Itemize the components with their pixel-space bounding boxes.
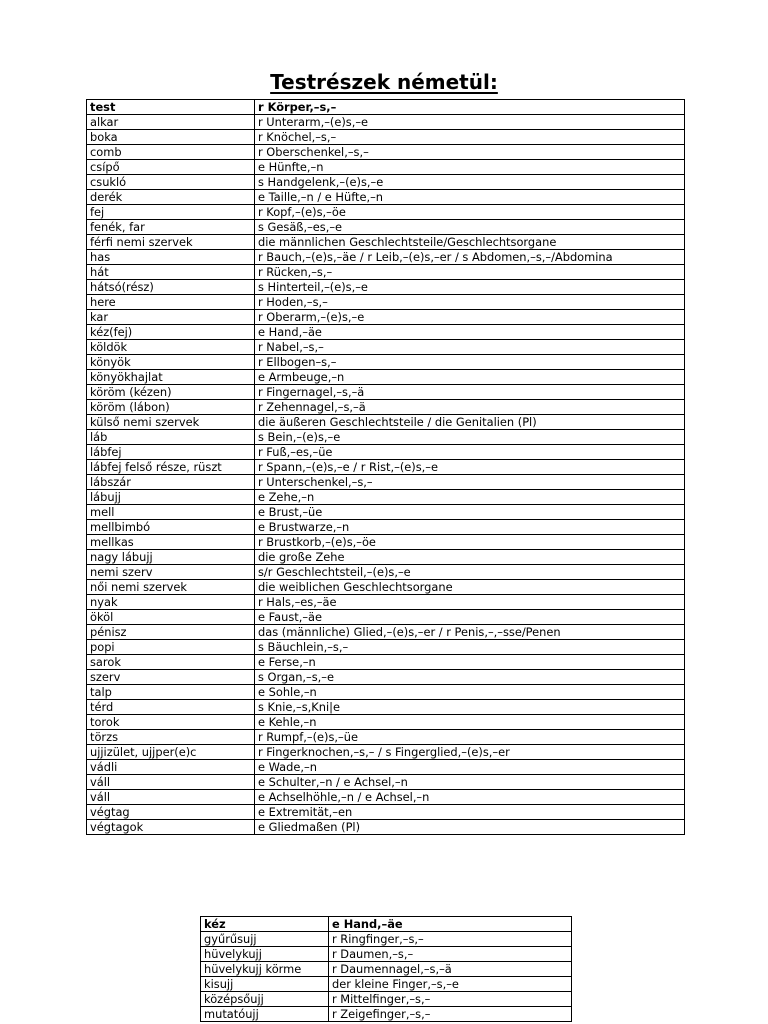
hungarian-term: ököl [87, 610, 255, 625]
german-term: e Hand,–äe [255, 325, 685, 340]
german-term: e Taille,–n / e Hüfte,–n [255, 190, 685, 205]
hungarian-term: comb [87, 145, 255, 160]
hungarian-term: mellbimbó [87, 520, 255, 535]
german-term: r Ringfinger,–s,– [329, 932, 572, 947]
hungarian-term: váll [87, 775, 255, 790]
german-term: e Hand,–äe [329, 917, 572, 932]
german-term: r Körper,–s,– [255, 100, 685, 115]
german-term: s Organ,–s,–e [255, 670, 685, 685]
table-row [87, 595, 685, 610]
german-term: r Zeigefinger,–s,– [329, 1007, 572, 1022]
table-row [87, 730, 685, 745]
table-row [87, 190, 685, 205]
german-term: e Schulter,–n / e Achsel,–n [255, 775, 685, 790]
hungarian-term: nemi szerv [87, 565, 255, 580]
german-term: s Bäuchlein,–s,– [255, 640, 685, 655]
hungarian-term: alkar [87, 115, 255, 130]
german-term: r Fuß,–es,–üe [255, 445, 685, 460]
hungarian-term: kéz(fej) [87, 325, 255, 340]
table-row [87, 610, 685, 625]
table-row [87, 265, 685, 280]
table-row [87, 685, 685, 700]
german-term: r Fingerknochen,–s,– / s Fingerglied,–(e)s,–er [255, 745, 685, 760]
german-term: e Kehle,–n [255, 715, 685, 730]
table-row [87, 280, 685, 295]
german-term: die weiblichen Geschlechtsorgane [255, 580, 685, 595]
hungarian-term: test [87, 100, 255, 115]
table-row [201, 947, 572, 962]
german-term: r Spann,–(e)s,–e / r Rist,–(e)s,–e [255, 460, 685, 475]
hungarian-term: lábfej [87, 445, 255, 460]
table-row [87, 295, 685, 310]
table-row [87, 460, 685, 475]
table-header-row [201, 917, 572, 932]
hungarian-term: mutatóujj [201, 1007, 329, 1022]
hungarian-term: mell [87, 505, 255, 520]
table-row [87, 175, 685, 190]
german-term: r Oberschenkel,–s,– [255, 145, 685, 160]
table-row [87, 340, 685, 355]
hungarian-term: hát [87, 265, 255, 280]
hungarian-term: torok [87, 715, 255, 730]
table-row [87, 760, 685, 775]
table-row [87, 370, 685, 385]
hungarian-term: szerv [87, 670, 255, 685]
german-term: r Bauch,–(e)s,–äe / r Leib,–(e)s,–er / s Abdomen,–s,–/Abdomina [255, 250, 685, 265]
german-term: s Bein,–(e)s,–e [255, 430, 685, 445]
table-row [87, 400, 685, 415]
hungarian-term: nyak [87, 595, 255, 610]
hungarian-term: lábszár [87, 475, 255, 490]
german-term: e Brust,–üe [255, 505, 685, 520]
hungarian-term: kisujj [201, 977, 329, 992]
hungarian-term: kar [87, 310, 255, 325]
table-row [87, 565, 685, 580]
table-row [87, 625, 685, 640]
hungarian-term: törzs [87, 730, 255, 745]
german-term: e Hünfte,–n [255, 160, 685, 175]
hungarian-term: hátsó(rész) [87, 280, 255, 295]
german-term: die äußeren Geschlechtsteile / die Genitalien (Pl) [255, 415, 685, 430]
table-row [87, 655, 685, 670]
table-row [87, 700, 685, 715]
german-term: r Rumpf,–(e)s,–üe [255, 730, 685, 745]
hungarian-term: has [87, 250, 255, 265]
german-term: r Ellbogen–s,– [255, 355, 685, 370]
table-row [87, 415, 685, 430]
german-term: r Zehennagel,–s,–ä [255, 400, 685, 415]
hungarian-term: hüvelykujj [201, 947, 329, 962]
table-row [87, 550, 685, 565]
german-term: r Unterschenkel,–s,– [255, 475, 685, 490]
german-term: e Faust,–äe [255, 610, 685, 625]
hungarian-term: boka [87, 130, 255, 145]
german-term: s Handgelenk,–(e)s,–e [255, 175, 685, 190]
table-header-row [87, 100, 685, 115]
german-term: e Brustwarze,–n [255, 520, 685, 535]
hungarian-term: fenék, far [87, 220, 255, 235]
table-row [201, 932, 572, 947]
table-row [87, 205, 685, 220]
vocabulary-table [86, 99, 685, 835]
table-row [87, 355, 685, 370]
german-term: r Nabel,–s,– [255, 340, 685, 355]
german-term: s Gesäß,–es,–e [255, 220, 685, 235]
hungarian-term: lábfej felső része, rüszt [87, 460, 255, 475]
table-row [87, 445, 685, 460]
table-row [87, 790, 685, 805]
table-row [87, 250, 685, 265]
hungarian-term: talp [87, 685, 255, 700]
german-term: e Gliedmaßen (Pl) [255, 820, 685, 835]
german-term: r Oberarm,–(e)s,–e [255, 310, 685, 325]
hungarian-term: mellkas [87, 535, 255, 550]
german-term: s Hinterteil,–(e)s,–e [255, 280, 685, 295]
table-row [87, 475, 685, 490]
hungarian-term: gyűrűsujj [201, 932, 329, 947]
german-term: r Hoden,–s,– [255, 295, 685, 310]
hungarian-term: külső nemi szervek [87, 415, 255, 430]
german-term: r Mittelfinger,–s,– [329, 992, 572, 1007]
german-term: r Hals,–es,–äe [255, 595, 685, 610]
hungarian-term: könyökhajlat [87, 370, 255, 385]
german-term: r Rücken,–s,– [255, 265, 685, 280]
table-row [87, 220, 685, 235]
german-term: e Armbeuge,–n [255, 370, 685, 385]
table-row [87, 520, 685, 535]
table-row [87, 115, 685, 130]
german-term: e Sohle,–n [255, 685, 685, 700]
hungarian-term: váll [87, 790, 255, 805]
table-row [87, 430, 685, 445]
german-term: r Daumennagel,–s,–ä [329, 962, 572, 977]
table-row [87, 310, 685, 325]
hungarian-term: fej [87, 205, 255, 220]
hungarian-term: kéz [201, 917, 329, 932]
hungarian-term: köröm (lábon) [87, 400, 255, 415]
hungarian-term: női nemi szervek [87, 580, 255, 595]
table-row [87, 670, 685, 685]
german-term: r Kopf,–(e)s,–öe [255, 205, 685, 220]
table-row [201, 977, 572, 992]
hungarian-term: könyök [87, 355, 255, 370]
german-term: r Knöchel,–s,– [255, 130, 685, 145]
hungarian-term: lábujj [87, 490, 255, 505]
german-term: die männlichen Geschlechtsteile/Geschlechtsorgane [255, 235, 685, 250]
table-row [87, 805, 685, 820]
table-row [87, 535, 685, 550]
hungarian-term: láb [87, 430, 255, 445]
german-term: r Fingernagel,–s,–ä [255, 385, 685, 400]
table-row [87, 820, 685, 835]
hungarian-term: pénisz [87, 625, 255, 640]
hungarian-term: here [87, 295, 255, 310]
hungarian-term: popi [87, 640, 255, 655]
hungarian-term: férfi nemi szervek [87, 235, 255, 250]
table-row [201, 992, 572, 1007]
table-row [87, 640, 685, 655]
german-term: der kleine Finger,–s,–e [329, 977, 572, 992]
hungarian-term: középsőujj [201, 992, 329, 1007]
page-title: Testrészek németül: [270, 70, 498, 94]
german-term: e Ferse,–n [255, 655, 685, 670]
hungarian-term: végtagok [87, 820, 255, 835]
table-row [87, 145, 685, 160]
hungarian-term: térd [87, 700, 255, 715]
table-row [87, 235, 685, 250]
table-row [87, 505, 685, 520]
hungarian-term: végtag [87, 805, 255, 820]
table-row [201, 1007, 572, 1022]
german-term: s/r Geschlechtsteil,–(e)s,–e [255, 565, 685, 580]
german-term: die große Zehe [255, 550, 685, 565]
german-term: r Unterarm,–(e)s,–e [255, 115, 685, 130]
german-term: e Zehe,–n [255, 490, 685, 505]
hungarian-term: köldök [87, 340, 255, 355]
table-row [87, 490, 685, 505]
hungarian-term: csípő [87, 160, 255, 175]
german-term: e Extremität,–en [255, 805, 685, 820]
table-row [87, 130, 685, 145]
table-row [87, 385, 685, 400]
hungarian-term: ujjizület, ujjper(e)c [87, 745, 255, 760]
table-row [201, 962, 572, 977]
hungarian-term: nagy lábujj [87, 550, 255, 565]
german-term: s Knie,–s,Kni|e [255, 700, 685, 715]
table-row [87, 580, 685, 595]
hungarian-term: sarok [87, 655, 255, 670]
german-term: das (männliche) Glied,–(e)s,–er / r Penis,–,–sse/Penen [255, 625, 685, 640]
hand-vocabulary-table [200, 916, 572, 1022]
table-row [87, 715, 685, 730]
hungarian-term: derék [87, 190, 255, 205]
hungarian-term: köröm (kézen) [87, 385, 255, 400]
table-row [87, 325, 685, 340]
hungarian-term: vádli [87, 760, 255, 775]
german-term: r Brustkorb,–(e)s,–öe [255, 535, 685, 550]
german-term: r Daumen,–s,– [329, 947, 572, 962]
table-row [87, 160, 685, 175]
german-term: e Achselhöhle,–n / e Achsel,–n [255, 790, 685, 805]
table-row [87, 745, 685, 760]
hungarian-term: csukló [87, 175, 255, 190]
hungarian-term: hüvelykujj körme [201, 962, 329, 977]
german-term: e Wade,–n [255, 760, 685, 775]
table-row [87, 775, 685, 790]
